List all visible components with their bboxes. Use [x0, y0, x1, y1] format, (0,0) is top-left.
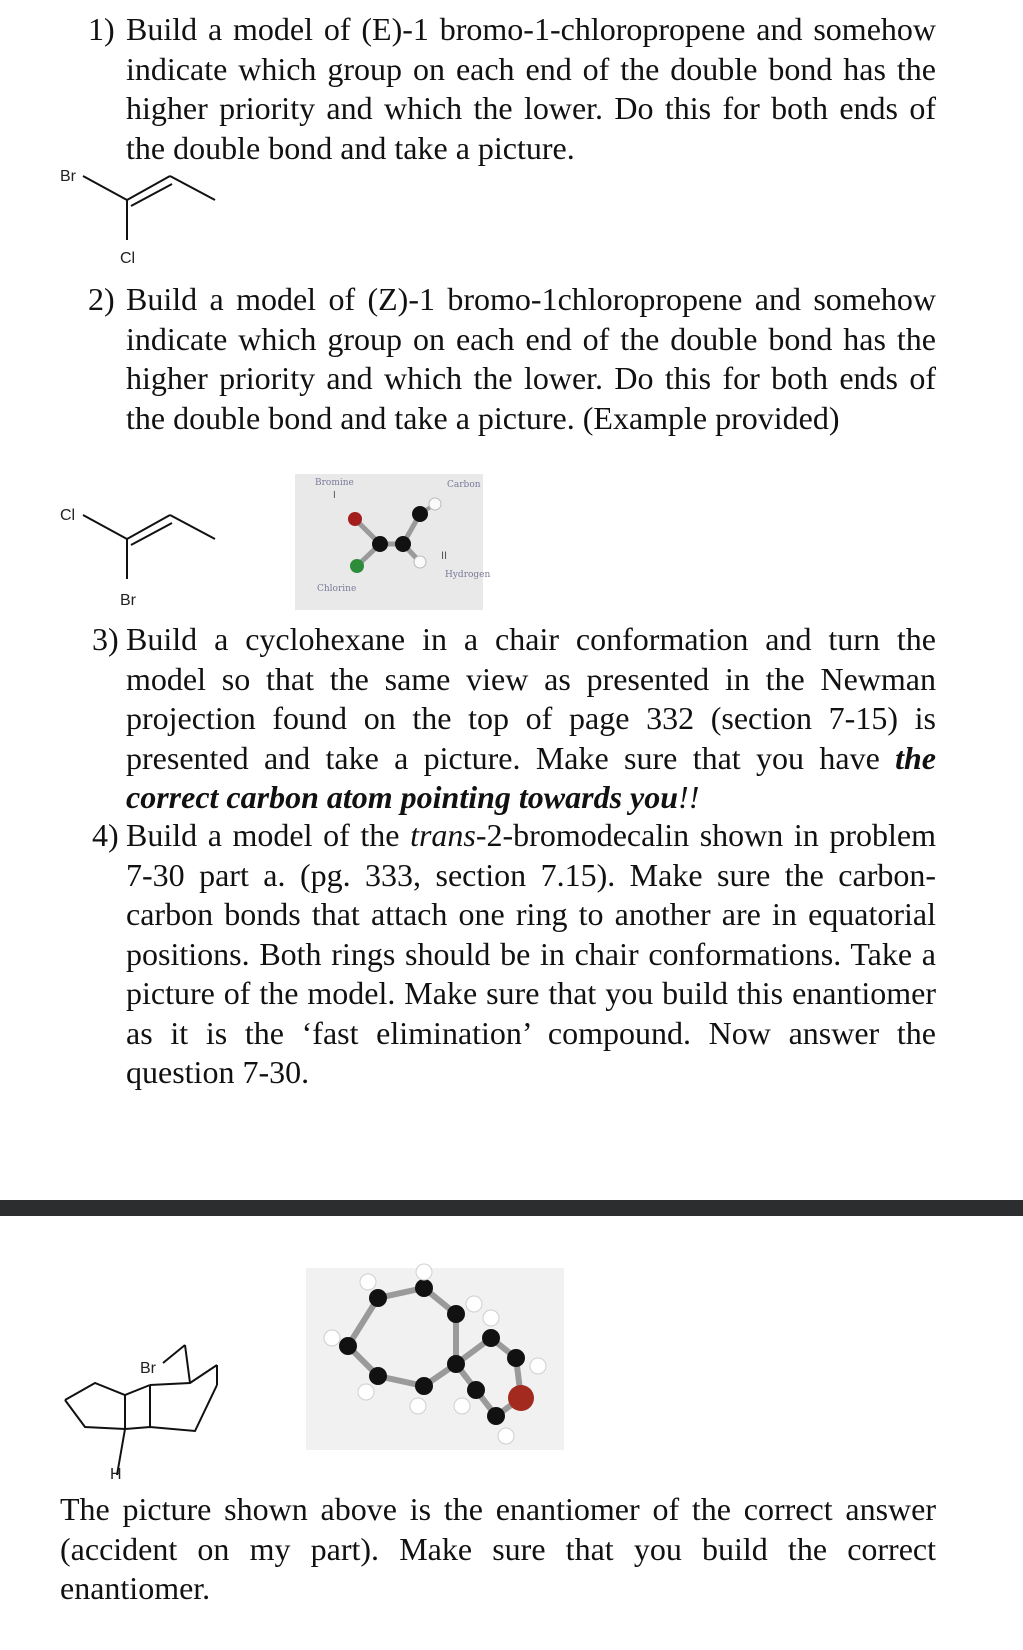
q2-label-cl: Cl [60, 507, 76, 524]
photo-roman-two: II [441, 550, 448, 562]
decalin-label-h: H [110, 1466, 122, 1483]
q1-structure [55, 160, 235, 270]
photo-roman-one: I [333, 490, 336, 501]
q2-structure [55, 495, 235, 605]
section-divider [0, 1200, 1023, 1216]
q4-text-rest: -2-bromodecalin shown in problem 7-30 part a. (pg. 333, section 7.15). Make sure the carbon-carbon bonds that attach one ring to another are in equatorial positions. Both rings should be in chair conformations. Take a picture of the model. Make sure that you build this enantiomer as it is the ‘fast elimination’ compound. Now answer the question 7-30. [126, 817, 937, 1090]
q1-text: Build a model of (E)-1 bromo-1-chloropropene and somehow indicate which group on each end of the double bond has the higher priority and which the lower. Do this for both ends of the double bond and take a picture. [126, 11, 936, 166]
q2-model-photo [295, 474, 491, 610]
decalin-model-photo [306, 1268, 564, 1450]
enantiomer-note: The picture shown above is the enantiomer of the correct answer (accident on my part). Make sure that you build the correct enantiomer. [60, 1491, 936, 1606]
photo-label-chlorine: Chlorine [317, 584, 357, 594]
q3-emphasis: the correct carbon atom pointing towards you [126, 739, 936, 815]
q2-number: 2) [88, 281, 115, 317]
q4-number: 4) [92, 817, 119, 853]
q4-trans-italic: trans [410, 817, 476, 853]
q3-number: 3) [92, 621, 119, 657]
q1-number: 1) [88, 11, 115, 47]
q2-label-br: Br [120, 592, 136, 609]
q4-text-start: Build a model of the [126, 817, 411, 853]
q3-text-main: Build a cyclohexane in a chair conformation and turn the model so that the same view as presented in the Newman projection found on the top of page 332 (section 7-15) is presented and take a picture. Make sure that you have [126, 621, 936, 776]
q4-text [126, 816, 936, 1093]
q1-label-br: Br [60, 168, 76, 185]
q2-text: Build a model of (Z)-1 bromo-1chloropropene and somehow indicate which group on each end of the double bond has the higher priority and which the lower. Do this for both ends of the double bond and take a picture. (Example provided) [126, 281, 936, 436]
decalin-structure [55, 1335, 235, 1485]
photo-label-hydrogen: Hydrogen [445, 570, 491, 580]
q3-exclaim: !! [678, 779, 700, 815]
q3-text [126, 620, 936, 818]
q1-label-cl: Cl [120, 250, 136, 267]
decalin-label-br: Br [140, 1360, 156, 1377]
photo-label-carbon: Carbon [447, 480, 481, 490]
photo-label-bromine: Bromine [315, 478, 354, 488]
